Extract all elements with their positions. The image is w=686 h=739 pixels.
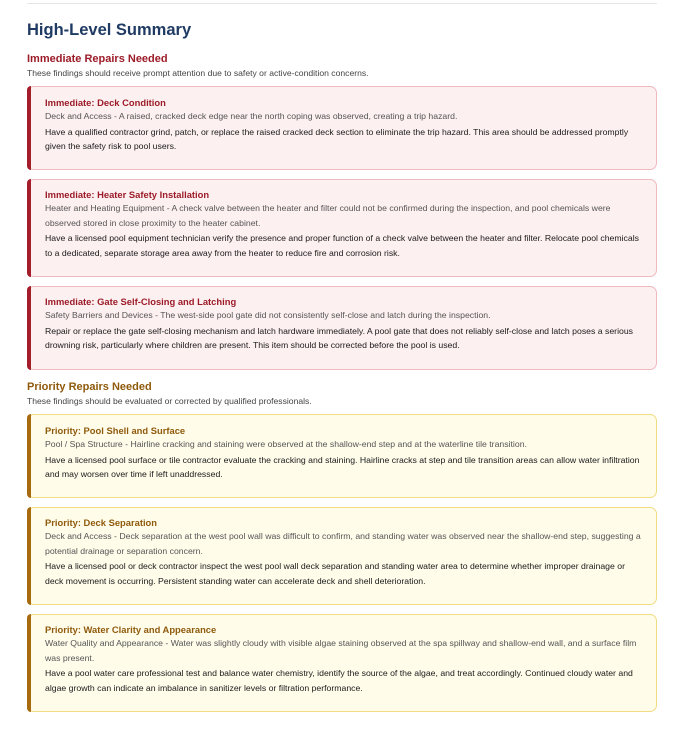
- page-title: High-Level Summary: [27, 21, 192, 39]
- finding-card-pool-shell: [27, 414, 657, 498]
- priority-section-title: Priority Repairs Needed: [27, 381, 152, 393]
- finding-description: Deck and Access - Deck separation at the west pool wall was difficult to confirm, and standing water was observed near the shallow-end step, suggesting a potential drainage or separation concern.: [45, 531, 641, 556]
- finding-card-gate-latching: [27, 286, 657, 370]
- finding-description: Safety Barriers and Devices - The west-side pool gate did not consistently self-close and latch during the inspection.: [45, 310, 491, 320]
- finding-card-heater-safety: [27, 179, 657, 277]
- finding-title: Priority: Pool Shell and Surface: [45, 425, 186, 436]
- finding-title: Immediate: Gate Self-Closing and Latching: [45, 296, 237, 307]
- finding-description: Heater and Heating Equipment - A check valve between the heater and filter could not be confirmed during the inspection, and pool chemicals were observed stored in close proximity to the heater cabinet.: [45, 203, 611, 228]
- finding-recommendation: Have a licensed pool surface or tile contractor evaluate the cracking and staining. Hairline cracks at step and tile transition areas can allow water infiltration and may worsen over time if left unaddressed.: [45, 454, 640, 479]
- finding-card-deck-separation: [27, 507, 657, 605]
- immediate-section-title: Immediate Repairs Needed: [27, 53, 168, 65]
- finding-description: Water Quality and Appearance - Water was slightly cloudy with visible algae staining observed at the spa spillway and shallow-end wall, and a surface film was present.: [45, 638, 637, 663]
- finding-recommendation: Have a pool water care professional test and balance water chemistry, identify the source of the algae, and treat accordingly. Continued cloudy water and algae growth can indicate an imbalance in sanitizer levels or filtration performance.: [45, 668, 633, 693]
- finding-description: Pool / Spa Structure - Hairline cracking and staining were observed at the shallow-end step and at the waterline tile transition.: [45, 439, 527, 449]
- finding-title: Priority: Water Clarity and Appearance: [45, 624, 217, 635]
- finding-card-deck-condition: [27, 86, 657, 170]
- finding-recommendation: Have a licensed pool or deck contractor inspect the west pool wall deck separation and standing water area to determine whether improper drainage or deck movement is occurring. Persistent standing water can accelerate deck and shell deterioration.: [45, 561, 625, 586]
- priority-section-description: These findings should be evaluated or corrected by qualified professionals.: [27, 396, 312, 406]
- finding-recommendation: Have a licensed pool equipment technician verify the presence and proper function of a check valve between the heater and filter. Relocate pool chemicals to a dedicated, separate storage area away from the heater to reduce fire and corrosion risk.: [45, 233, 640, 258]
- finding-recommendation: Have a qualified contractor grind, patch, or replace the raised cracked deck section to eliminate the trip hazard. This area should be addressed promptly given the safety risk to pool users.: [45, 126, 629, 151]
- top-divider: [27, 3, 657, 4]
- finding-description: Deck and Access - A raised, cracked deck edge near the north coping was observed, creating a trip hazard.: [45, 111, 458, 121]
- finding-title: Immediate: Deck Condition: [45, 97, 166, 108]
- summary-section: [27, 19, 657, 712]
- finding-recommendation: Repair or replace the gate self-closing mechanism and latch hardware immediately. A pool gate that does not reliably self-close and latch poses a serious drowning risk, particularly where children are present. This item should be corrected before the pool is used.: [45, 325, 634, 350]
- immediate-section-description: These findings should receive prompt attention due to safety or active-condition concerns.: [27, 68, 369, 78]
- finding-title: Priority: Deck Separation: [45, 517, 158, 528]
- finding-card-water-clarity: [27, 614, 657, 712]
- finding-title: Immediate: Heater Safety Installation: [45, 189, 210, 200]
